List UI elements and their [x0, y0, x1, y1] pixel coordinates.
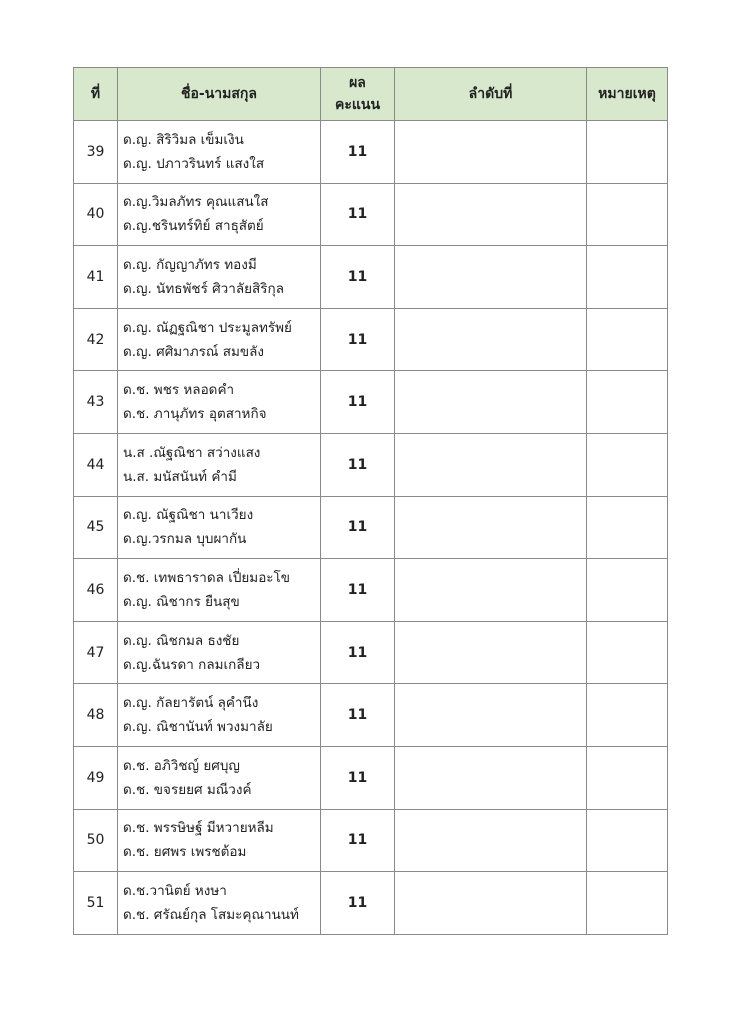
- row-names: [118, 496, 321, 559]
- student-name: ด.ช. ภานุภัทร อุตสาหกิจ: [123, 406, 267, 423]
- student-name: ด.ญ. ณัฐณิชา นาเวียง: [123, 507, 254, 524]
- row-number: 43: [74, 371, 118, 434]
- row-names: [118, 433, 321, 496]
- row-rank: [395, 496, 587, 559]
- row-remark: [587, 559, 668, 622]
- row-names: [118, 308, 321, 371]
- table-row: [74, 684, 668, 747]
- table-row: [74, 371, 668, 434]
- row-names: [118, 559, 321, 622]
- row-remark: [587, 746, 668, 809]
- row-rank: [395, 872, 587, 935]
- row-score: 11: [321, 308, 395, 371]
- table-row: [74, 621, 668, 684]
- header-name: ชื่อ-นามสกุล: [118, 68, 321, 121]
- row-remark: [587, 809, 668, 872]
- row-rank: [395, 121, 587, 184]
- student-name: ด.ญ. กัญญาภัทร ทองมี: [123, 256, 257, 273]
- student-name: ด.ญ.วิมลภัทร คุณแสนใส: [123, 194, 269, 211]
- row-rank: [395, 371, 587, 434]
- row-number: 42: [74, 308, 118, 371]
- row-remark: [587, 371, 668, 434]
- row-names: [118, 746, 321, 809]
- row-number: 50: [74, 809, 118, 872]
- table-row: [74, 872, 668, 935]
- student-name: ด.ญ. ณิชานันท์ พวงมาลัย: [123, 719, 273, 736]
- row-number: 51: [74, 872, 118, 935]
- row-names: [118, 809, 321, 872]
- table-row: [74, 746, 668, 809]
- row-number: 47: [74, 621, 118, 684]
- row-score: 11: [321, 433, 395, 496]
- row-rank: [395, 308, 587, 371]
- table-row: [74, 183, 668, 246]
- row-score: 11: [321, 121, 395, 184]
- row-rank: [395, 246, 587, 309]
- table-row: [74, 308, 668, 371]
- row-remark: [587, 121, 668, 184]
- table-row: [74, 809, 668, 872]
- student-name: ด.ช. เทพธาราดล เปี่ยมอะโข: [123, 569, 291, 586]
- table-row: [74, 121, 668, 184]
- row-remark: [587, 308, 668, 371]
- table-header-row: [74, 68, 668, 121]
- header-score: [321, 68, 395, 121]
- header-rank: ลำดับที่: [395, 68, 587, 121]
- row-rank: [395, 621, 587, 684]
- row-score: 11: [321, 621, 395, 684]
- student-name: ด.ช.วานิตย์ หงษา: [123, 882, 227, 899]
- score-table: [73, 67, 668, 935]
- header-no: ที่: [74, 68, 118, 121]
- header-remark: หมายเหตุ: [587, 68, 668, 121]
- header-score-line1: ผล: [349, 75, 366, 91]
- row-number: 48: [74, 684, 118, 747]
- row-names: [118, 621, 321, 684]
- row-names: [118, 183, 321, 246]
- row-remark: [587, 246, 668, 309]
- row-score: 11: [321, 371, 395, 434]
- row-remark: [587, 684, 668, 747]
- student-name: ด.ญ. ณิชกมล ธงชัย: [123, 632, 240, 649]
- student-name: ด.ช. พรรษิษฐ์ มีหวายหลีม: [123, 820, 274, 837]
- student-name: ด.ช. ขจรยยศ มณีวงค์: [123, 781, 252, 798]
- row-score: 11: [321, 809, 395, 872]
- row-score: 11: [321, 246, 395, 309]
- row-score: 11: [321, 746, 395, 809]
- student-name: ด.ญ.ฉันรดา กลมเกลียว: [123, 656, 261, 673]
- row-names: [118, 371, 321, 434]
- student-name: ด.ญ. นัทธพัชร์ ศิวาลัยสิริกุล: [123, 280, 284, 297]
- student-name: ด.ช. ศรัณย์กุล โสมะคุณานนท์: [123, 906, 299, 923]
- student-name: ด.ญ. ปภาวรินทร์ แสงใส: [123, 155, 265, 172]
- row-remark: [587, 621, 668, 684]
- table-row: [74, 559, 668, 622]
- student-name: ด.ญ. กัลยารัตน์ ลุคำนึง: [123, 695, 259, 712]
- row-score: 11: [321, 872, 395, 935]
- header-score-line2: คะแนน: [334, 97, 381, 113]
- row-remark: [587, 496, 668, 559]
- row-rank: [395, 433, 587, 496]
- row-number: 49: [74, 746, 118, 809]
- row-number: 40: [74, 183, 118, 246]
- row-names: [118, 872, 321, 935]
- table-row: [74, 433, 668, 496]
- row-number: 39: [74, 121, 118, 184]
- student-name: ด.ช. ยศพร เพรชต้อม: [123, 844, 247, 861]
- student-name: ด.ญ. สิริวิมล เข็มเงิน: [123, 131, 244, 148]
- row-score: 11: [321, 684, 395, 747]
- student-name: ด.ช. อภิวิชญ์ ยศบุญ: [123, 757, 240, 774]
- row-score: 11: [321, 183, 395, 246]
- student-name: ด.ญ. ศศิมาภรณ์ สมขลัง: [123, 343, 264, 360]
- row-number: 41: [74, 246, 118, 309]
- row-names: [118, 121, 321, 184]
- row-rank: [395, 183, 587, 246]
- row-names: [118, 246, 321, 309]
- row-number: 45: [74, 496, 118, 559]
- row-number: 46: [74, 559, 118, 622]
- student-name: น.ส. มนัสนันท์ คำมี: [123, 468, 237, 485]
- table-row: [74, 496, 668, 559]
- row-names: [118, 684, 321, 747]
- student-name: น.ส .ณัฐณิชา สว่างแสง: [123, 444, 261, 461]
- student-name: ด.ญ. ณัฏฐณิชา ประมูลทรัพย์: [123, 319, 292, 336]
- student-name: ด.ช. พชร หลอดคำ: [123, 382, 235, 399]
- row-score: 11: [321, 496, 395, 559]
- row-rank: [395, 809, 587, 872]
- row-remark: [587, 872, 668, 935]
- student-name: ด.ญ.ชรินทร์ทิย์ สาธุสัตย์: [123, 218, 264, 235]
- row-rank: [395, 746, 587, 809]
- table-row: [74, 246, 668, 309]
- row-rank: [395, 559, 587, 622]
- row-rank: [395, 684, 587, 747]
- student-name: ด.ญ. ณิชากร ยืนสุข: [123, 593, 240, 610]
- row-remark: [587, 183, 668, 246]
- row-number: 44: [74, 433, 118, 496]
- row-remark: [587, 433, 668, 496]
- row-score: 11: [321, 559, 395, 622]
- student-name: ด.ญ.วรกมล บุบผากัน: [123, 531, 247, 548]
